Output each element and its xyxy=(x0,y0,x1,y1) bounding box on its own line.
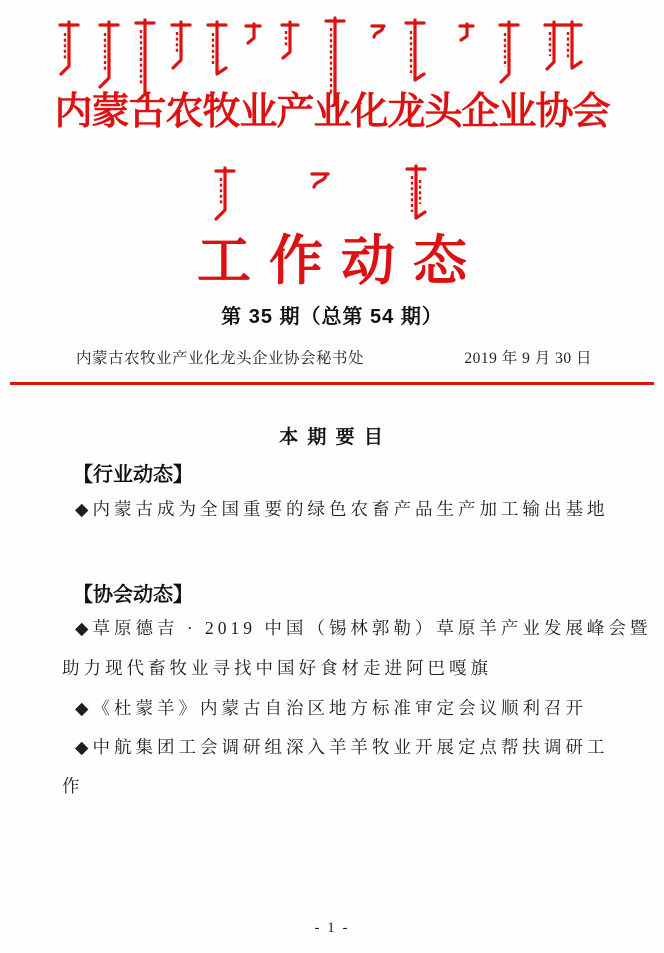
section-heading-industry: 【行业动态】 xyxy=(73,464,193,486)
toc-item: ◆草原德吉 · 2019 中国（锡林郭勒）草原羊产业发展峰会暨 xyxy=(75,618,652,638)
publisher-date-row xyxy=(0,346,664,368)
section-heading-association: 【协会动态】 xyxy=(73,584,193,606)
toc-item-continuation: 作 xyxy=(62,776,84,796)
publisher-name: 内蒙古农牧业产业化龙头企业协会秘书处 xyxy=(76,350,365,367)
mongolian-script-title-icon xyxy=(202,162,462,224)
toc-item: ◆内蒙古成为全国重要的绿色农畜产品生产加工输出基地 xyxy=(75,499,609,519)
association-name: 内蒙古农牧业产业化龙头企业协会 xyxy=(54,91,610,133)
toc-item-continuation: 助力现代畜牧业寻找中国好食材走进阿巴嘎旗 xyxy=(62,658,492,678)
bulletin-title: 工作动态 xyxy=(197,231,485,291)
issue-number: 第 35 期（总第 54 期） xyxy=(221,306,443,328)
toc-title: 本 期 要 目 xyxy=(279,427,385,448)
red-divider-rule xyxy=(10,382,654,385)
issue-date: 2019 年 9 月 30 日 xyxy=(464,350,592,367)
toc-item: ◆《杜蒙羊》内蒙古自治区地方标准审定会议顺利召开 xyxy=(75,698,587,718)
page-number: - 1 - xyxy=(314,920,350,936)
toc-item: ◆中航集团工会调研组深入羊羊牧业开展定点帮扶调研工 xyxy=(75,737,609,757)
